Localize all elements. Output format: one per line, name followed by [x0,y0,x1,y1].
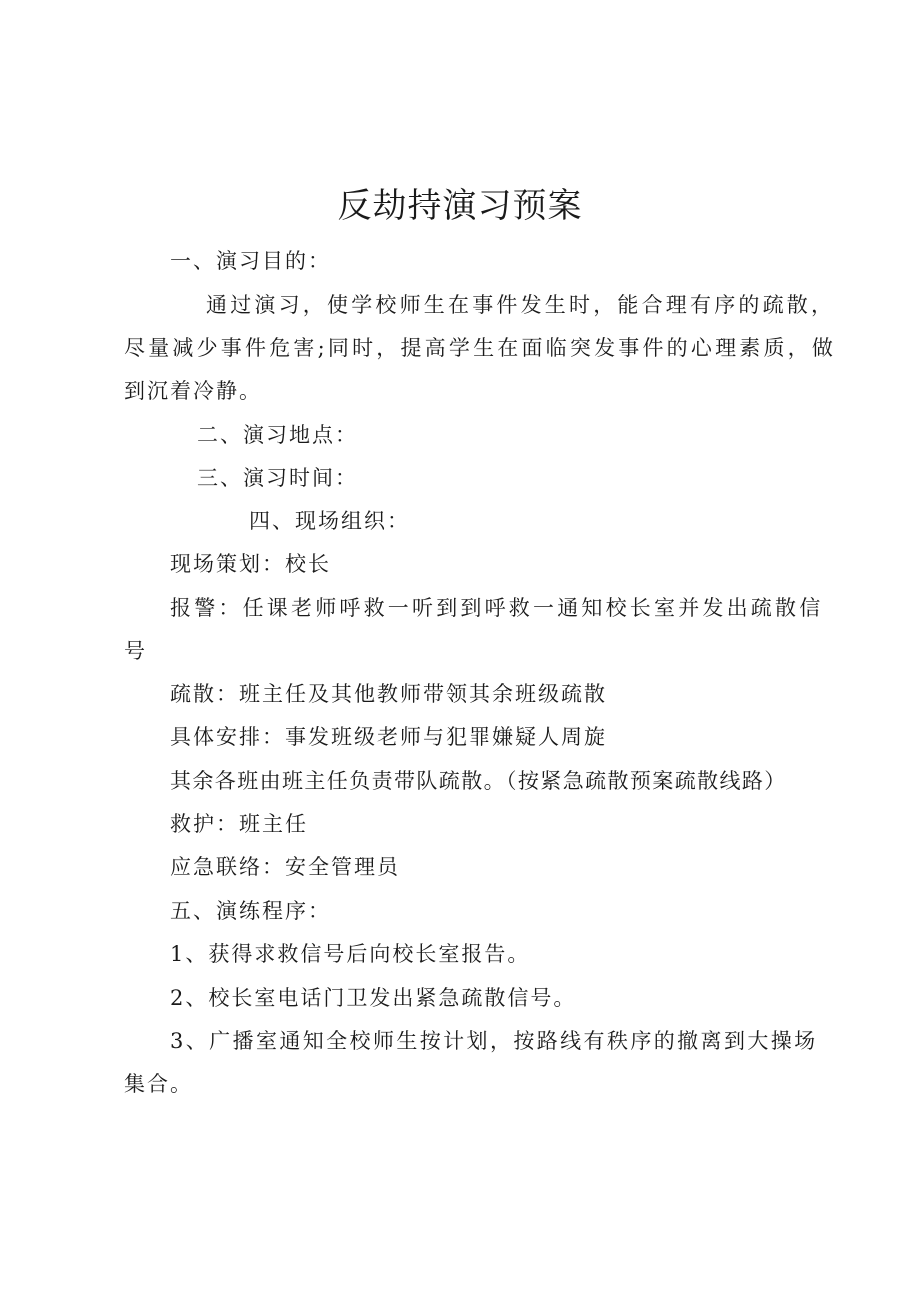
section-heading-procedure: 五、演练程序： [170,899,331,923]
list-item: 其余各班由班主任负责带队疏散。（按紧急疏散预案疏散线路） [170,769,787,793]
list-item: 1、获得求救信号后向校长室报告。 [170,942,531,966]
list-item: 救护：班主任 [170,812,308,836]
list-item: 现场策划：校长 [170,552,331,576]
section-heading-purpose: 一、演习目的： [170,249,331,273]
paragraph-line: 通过演习，使学校师生在事件发生时，能合理有序的疏散， [206,293,836,317]
paragraph-line: 到沉着冷静。 [124,379,262,403]
list-item: 集合。 [124,1072,193,1096]
section-heading-time: 三、演习时间： [197,466,358,490]
list-item: 疏散：班主任及其他教师带领其余班级疏散 [170,682,607,706]
list-item: 3、广播室通知全校师生按计划，按路线有秩序的撤离到大操场 [170,1029,818,1053]
list-item: 报警：任课老师呼救一听到到呼救一通知校长室并发出疏散信 [170,596,824,620]
list-item: 应急联络：安全管理员 [170,855,400,879]
list-item: 具体安排：事发班级老师与犯罪嫌疑人周旋 [170,725,607,749]
document-title: 反劫持演习预案 [337,186,583,226]
section-heading-organization: 四、现场组织： [249,509,410,533]
paragraph-line: 尽量减少事件危害;同时，提高学生在面临突发事件的心理素质，做 [124,336,837,360]
section-heading-location: 二、演习地点： [197,423,358,447]
list-item: 2、校长室电话门卫发出紧急疏散信号。 [170,986,577,1010]
list-item: 号 [124,639,147,663]
